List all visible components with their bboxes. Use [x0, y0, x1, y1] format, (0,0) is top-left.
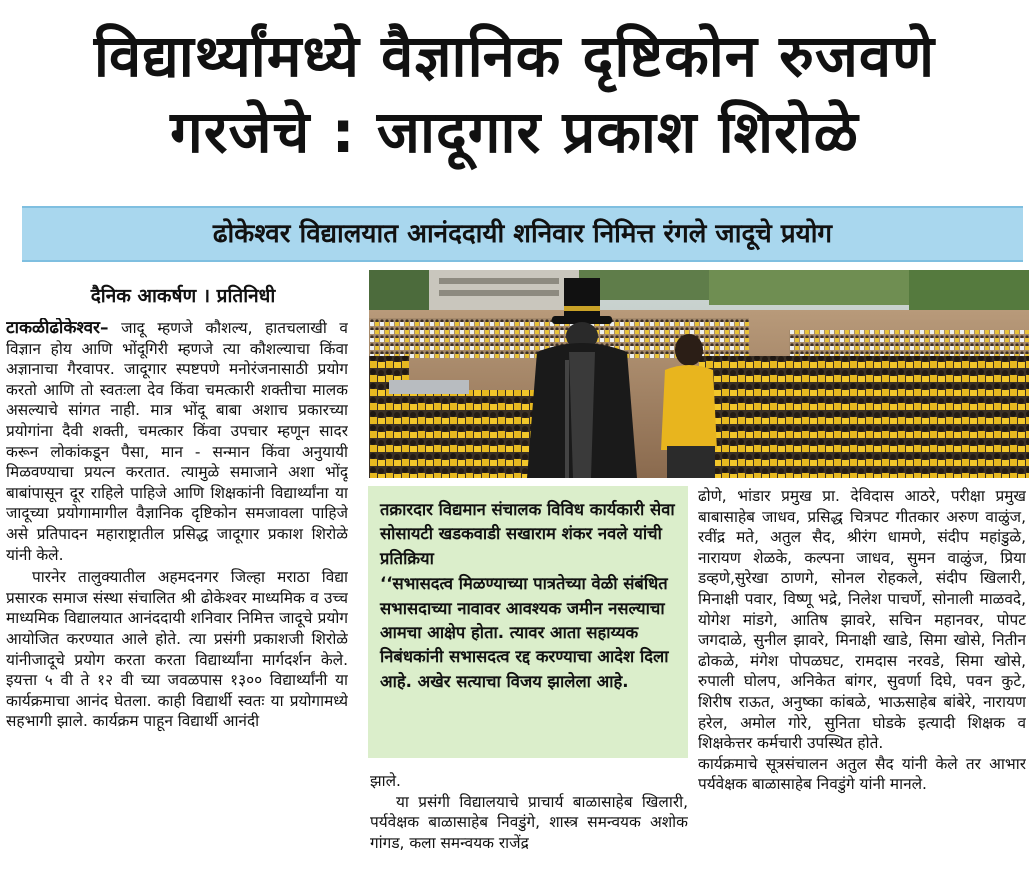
byline: दैनिक आकर्षण । प्रतिनिधी [90, 285, 276, 307]
paragraph-1 [6, 318, 348, 565]
headline [0, 18, 1029, 170]
article-column-3 [698, 486, 1026, 876]
paragraph-4: या प्रसंगी विद्यालयाचे प्राचार्य बाळासाहेब खिलारी, पर्यवेक्षक बाळासाहेब निवडुंगे, शास्त्र समन्वयक अशोक गांगड, कला समन्वयक राजेंद्र [370, 792, 688, 852]
headline-line-2: गरजेचे : जादूगार प्रकाश शिरोळे [170, 98, 859, 166]
quote-box [368, 486, 688, 758]
subheadline: ढोकेश्वर विद्यालयात आनंददायी शनिवार निमित्त रंगले जादूचे प्रयोग [212, 219, 833, 249]
event-photo [369, 270, 1029, 478]
quote-text: ‘‘सभासदत्व मिळण्याच्या पात्रतेच्या वेळी संबंधित सभासदाच्या नावावर आवश्यक जमीन नसल्याचा आमचा आक्षेप होता. त्यावर आता सहाय्यक निबंधकांनी सभासदत्व रद्द करण्याचा आदेश दिला आहे. अखेर सत्याचा विजय झालेला आहे. [380, 574, 669, 691]
article-column-2 [370, 771, 688, 875]
paragraph-1-text: जादू म्हणजे कौशल्य, हातचलाखी व विज्ञान होय आणि भोंदूगिरी म्हणजे त्या कौशल्याचा किंवा अज्ञानाचा गैरवापर. जादूगार स्पष्टपणे मनोरंजनासाठी प्रयोग करतो आणि तो स्वतःला देव किंवा चमत्कारी शक्तीचा मालक असल्याचे सांगत नाही. मात्र भोंदू बाबा अशाच प्रकारच्या प्रयोगांना दैवी शक्ती, चमत्कार किंवा उपचार म्हणून सादर करून लोकांकडून पैसा, मान - सन्मान किंवा अनुयायी मिळवण्याचा प्रयत्न करतात. त्यामुळे समाजाने अशा भोंदू बाबांपासून दूर राहिले पाहिजे आणि शिक्षकांनी विद्यार्थ्यांना या जादूच्या प्रयोगामागील वैज्ञानिक दृष्टिकोन समजावला पाहिजे असे प्रतिपादन महाराष्ट्रातील प्रसिद्ध जादूगार प्रकाश शिरोळे यांनी केले. [6, 319, 348, 564]
paragraph-3: झाले. [370, 772, 401, 790]
paragraph-5: ढोणे, भांडार प्रमुख प्रा. देविदास आठरे, परीक्षा प्रमुख बाबासाहेब जाधव, प्रसिद्ध चित्रपट गीतकार अरुण वाळुंज, रवींद्र मते, अतुल सैद, श्रीरंग धामणे, संदीप महांडुळे, नारायण शेळके, कल्पना जाधव, सुमन वाळुंज, प्रिया डव्हणे,सुरेखा ठाणगे, सोनल रोहकले, संदीप खिलारी, मिनाक्षी पवार, विष्णू भद्रे, निलेश पाचर्णे, सोनाली माळवदे, योगेश मांडगे, आतिष झावरे, सचिन महानवर, पोपट जगदाळे, सुनील झावरे, मिनाक्षी खाडे, सिमा खोसे, नितीन ढोकळे, मंगेश पोपळघट, रामदास नरवडे, सिमा खोसे, रुपाली घोलप, अनिकेत बांगर, सुवर्णा दिघे, पवन कुटे, शिरीष राऊत, अनुष्का कांबळे, भाऊसाहेब बांबेरे, नारायण हरेल, अमोल गोरे, सुनिता घोडके इत्यादी शिक्षक व शिक्षकेत्तर कर्मचारी उपस्थित होते. [698, 487, 1026, 753]
dateline: टाकळीढोकेश्वर– [6, 318, 109, 338]
article-column-1 [6, 318, 348, 874]
paragraph-2: पारनेर तालुक्यातील अहमदनगर जिल्हा मराठा विद्या प्रसारक समाज संस्था संचालित श्री ढोकेश्वर माध्यमिक व उच्च माध्यमिक विद्यालयात आनंददायी शनिवार निमित्त जादूचे प्रयोग आयोजित करण्यात आले होते. त्या प्रसंगी प्रकाशजी शिरोळे यांनीजादूचे प्रयोग करता करता विद्यार्थ्यांना मार्गदर्शन केले. इयत्ता ५ वी ते १२ वी च्या जवळपास १३०० विद्यार्थ्यांनी या कार्यक्रमाचा आनंद घेतला. काही विद्यार्थी स्वतः या प्रयोगामध्ये सहभागी झाले. कार्यक्रम पाहून विद्यार्थी आनंदी [6, 568, 348, 731]
quote-heading: तक्रारदार विद्यमान संचालक विविध कार्यकारी सेवा सोसायटी खडकवाडी सखाराम शंकर नवले यांची प्रतिक्रिया [380, 500, 675, 568]
headline-line-1: विद्यार्थ्यांमध्ये वैज्ञानिक दृष्टिकोन रुजवणे [93, 22, 936, 90]
subheadline-banner [22, 206, 1023, 262]
paragraph-6: कार्यक्रमाचे सूत्रसंचालन अतुल सैद यांनी केले तर आभार पर्यवेक्षक बाळासाहेब निवडुंगे यांनी मानले. [698, 754, 1026, 794]
